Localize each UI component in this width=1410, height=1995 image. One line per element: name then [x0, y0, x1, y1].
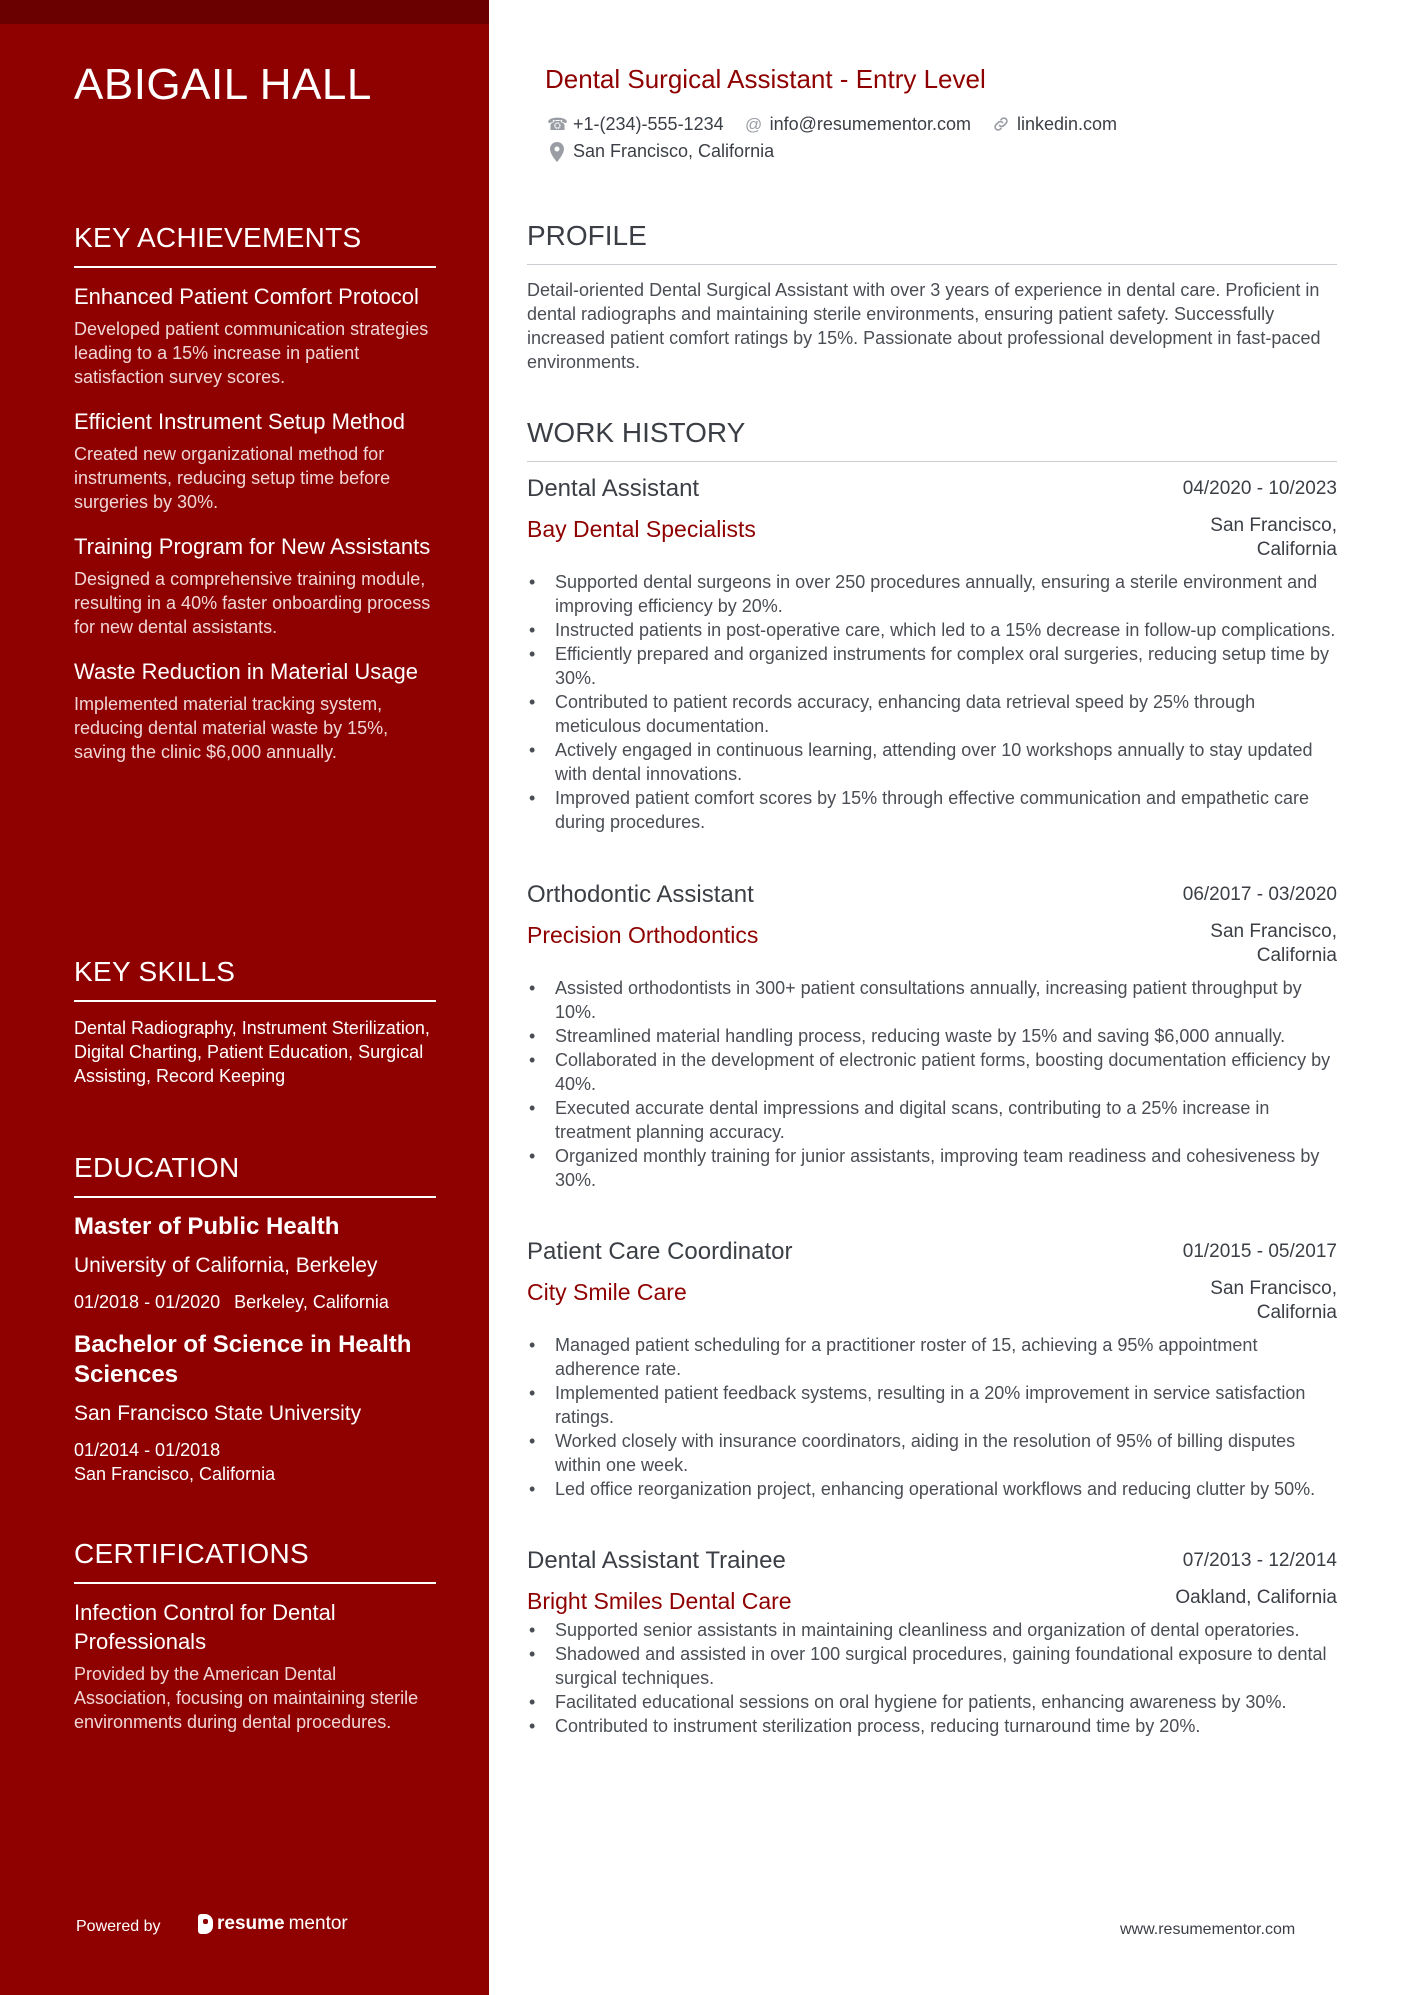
- certification-description: Provided by the American Dental Association, focusing on maintaining sterile environments during dental procedures.: [74, 1664, 419, 1732]
- education-degree: Bachelor of Science in Health Sciences: [74, 1331, 412, 1388]
- education-heading: EDUCATION: [74, 1152, 436, 1198]
- key-skills-section: [74, 956, 436, 1088]
- achievement-title: Enhanced Patient Comfort Protocol: [74, 284, 419, 309]
- job-location: San Francisco, California: [1210, 921, 1337, 966]
- education-school: University of California, Berkeley: [74, 1254, 378, 1277]
- work-history-heading: WORK HISTORY: [527, 417, 1337, 462]
- candidate-name: ABIGAIL HALL: [74, 60, 372, 109]
- job-bullet: • Organized monthly training for junior assistants, improving team readiness and cohesiveness by 30%.: [527, 1144, 1337, 1192]
- sidebar: [0, 0, 489, 1995]
- education-degree: Master of Public Health: [74, 1213, 340, 1240]
- job-dates: 06/2017 - 03/2020: [1182, 884, 1337, 905]
- job-role: Dental Assistant Trainee: [527, 1547, 786, 1574]
- skills-list: Dental Radiography, Instrument Sterilization, Digital Charting, Patient Education, Surgical Assisting, Record Keeping: [74, 1018, 430, 1086]
- job-bullet: • Shadowed and assisted in over 100 surgical procedures, gaining foundational exposure to dental surgical techniques.: [527, 1642, 1337, 1690]
- education-location: San Francisco, California: [74, 1464, 276, 1484]
- job-bullet: • Assisted orthodontists in 300+ patient consultations annually, increasing patient throughput by 10%.: [527, 976, 1337, 1024]
- job-role: Orthodontic Assistant: [527, 881, 754, 908]
- phone-icon: ☎: [547, 114, 569, 134]
- contact-phone[interactable]: [547, 114, 724, 135]
- achievement-description: Designed a comprehensive training module, resulting in a 40% faster onboarding process for new dental assistants.: [74, 569, 431, 637]
- link-icon: [991, 115, 1011, 135]
- profile-summary: Detail-oriented Dental Surgical Assistant with over 3 years of experience in dental care. Proficient in dental radiographs and maintaining sterile environments, ensuring patient safety. Successfully increased patient comfort ratings by 15%. Passionate about professional development in fast-paced environments.: [527, 280, 1321, 372]
- phone-text: +1-(234)-555-1234: [573, 114, 724, 134]
- job-bullet: • Improved patient comfort scores by 15% through effective communication and empathetic care during procedures.: [527, 786, 1337, 834]
- job-bullet: • Streamlined material handling process, reducing waste by 15% and saving $6,000 annually.: [527, 1024, 1337, 1048]
- contact-location: [547, 141, 774, 162]
- job-dates: 01/2015 - 05/2017: [1182, 1241, 1337, 1262]
- brand-name-bold: resume: [217, 1913, 285, 1934]
- education-meta: [74, 1290, 436, 1314]
- job-bullet-list: [527, 976, 1337, 1192]
- achievement-item: [74, 282, 436, 389]
- job-company: City Smile Care: [527, 1279, 687, 1305]
- achievement-item: [74, 407, 436, 514]
- achievement-description: Developed patient communication strategies leading to a 15% increase in patient satisfaction survey scores.: [74, 319, 429, 387]
- job-bullet: • Collaborated in the development of electronic patient forms, boosting documentation efficiency by 40%.: [527, 1048, 1337, 1096]
- job-bullet: • Worked closely with insurance coordinators, aiding in the resolution of 95% of billing disputes within one week.: [527, 1429, 1337, 1477]
- email-text: info@resumementor.com: [769, 114, 971, 134]
- education-location: Berkeley, California: [234, 1292, 389, 1312]
- resumementor-logo-icon: [198, 1914, 213, 1934]
- key-achievements-section: [74, 222, 436, 782]
- job-location: San Francisco, California: [1210, 515, 1337, 560]
- job-role: Dental Assistant: [527, 475, 700, 502]
- contact-linkedin[interactable]: [991, 114, 1117, 135]
- brand-name-light: mentor: [288, 1913, 348, 1934]
- job-bullet: • Facilitated educational sessions on oral hygiene for patients, enhancing awareness by 30%.: [527, 1690, 1337, 1714]
- education-dates: 01/2014 - 01/2018: [74, 1440, 221, 1460]
- contact-row-1: [547, 114, 1137, 135]
- education-dates: 01/2018 - 01/2020: [74, 1292, 221, 1312]
- job-entry: [527, 1237, 1337, 1501]
- achievement-title: Training Program for New Assistants: [74, 534, 431, 559]
- at-sign-icon: @: [744, 114, 763, 134]
- job-role: Patient Care Coordinator: [527, 1238, 793, 1265]
- job-bullet: • Contributed to patient records accuracy, enhancing data retrieval speed by 25% through meticulous documentation.: [527, 690, 1337, 738]
- job-bullet-list: [527, 570, 1337, 834]
- location-pin-icon: [547, 142, 567, 162]
- achievement-description: Created new organizational method for instruments, reducing setup time before surgeries by 30%.: [74, 444, 391, 512]
- job-dates: 07/2013 - 12/2014: [1182, 1550, 1337, 1571]
- job-bullet: • Efficiently prepared and organized instruments for complex oral surgeries, reducing setup time by 30%.: [527, 642, 1337, 690]
- job-bullet: • Supported dental surgeons in over 250 procedures annually, ensuring a sterile environment and improving efficiency by 20%.: [527, 570, 1337, 618]
- key-skills-heading: KEY SKILLS: [74, 956, 436, 1002]
- location-text: San Francisco, California: [573, 141, 775, 161]
- education-item: [74, 1212, 436, 1314]
- certifications-section: [74, 1538, 436, 1752]
- job-company: Bright Smiles Dental Care: [527, 1588, 792, 1614]
- linkedin-text: linkedin.com: [1016, 114, 1118, 134]
- contact-row-2: [547, 141, 794, 162]
- job-company: Precision Orthodontics: [527, 922, 759, 948]
- job-location: San Francisco, California: [1210, 1278, 1337, 1323]
- achievement-title: Efficient Instrument Setup Method: [74, 409, 405, 434]
- job-entry: [527, 1546, 1337, 1738]
- resumementor-logo[interactable]: [198, 1913, 348, 1935]
- job-bullet: • Instructed patients in post-operative care, which led to a 15% decrease in follow-up complications.: [527, 618, 1337, 642]
- contact-email[interactable]: [744, 114, 971, 135]
- key-achievements-heading: KEY ACHIEVEMENTS: [74, 222, 436, 268]
- education-item: [74, 1330, 436, 1486]
- target-job-title: Dental Surgical Assistant - Entry Level: [545, 64, 986, 94]
- job-location: Oakland, California: [1175, 1587, 1337, 1608]
- job-entry: [527, 474, 1337, 834]
- job-bullet-list: [527, 1618, 1337, 1738]
- job-bullet: • Contributed to instrument sterilization process, reducing turnaround time by 20%.: [527, 1714, 1337, 1738]
- certification-title: Infection Control for Dental Professionals: [74, 1600, 336, 1654]
- job-bullet: • Supported senior assistants in maintaining cleanliness and organization of dental operatories.: [527, 1618, 1337, 1642]
- achievement-item: [74, 657, 436, 764]
- job-bullet: • Executed accurate dental impressions and digital scans, contributing to a 25% increase in treatment planning accuracy.: [527, 1096, 1337, 1144]
- job-bullet-list: [527, 1333, 1337, 1501]
- certifications-heading: CERTIFICATIONS: [74, 1538, 436, 1584]
- achievement-title: Waste Reduction in Material Usage: [74, 659, 419, 684]
- education-meta: [74, 1438, 436, 1486]
- sidebar-top-band: [0, 0, 489, 24]
- education-school: San Francisco State University: [74, 1402, 362, 1425]
- education-section: [74, 1152, 436, 1502]
- job-bullet: • Actively engaged in continuous learning, attending over 10 workshops annually to stay updated with dental innovations.: [527, 738, 1337, 786]
- job-bullet: • Managed patient scheduling for a practitioner roster of 15, achieving a 95% appointment adherence rate.: [527, 1333, 1337, 1381]
- job-company: Bay Dental Specialists: [527, 516, 756, 542]
- achievement-item: [74, 532, 436, 639]
- job-dates: 04/2020 - 10/2023: [1182, 478, 1337, 499]
- job-bullet: • Implemented patient feedback systems, resulting in a 20% improvement in service satisfaction ratings.: [527, 1381, 1337, 1429]
- job-entry: [527, 880, 1337, 1192]
- footer-website[interactable]: www.resumementor.com: [1120, 1921, 1296, 1938]
- profile-heading: PROFILE: [527, 220, 1337, 265]
- powered-by-label: Powered by: [76, 1918, 161, 1935]
- job-bullet: • Led office reorganization project, enhancing operational workflows and reducing clutter by 50%.: [527, 1477, 1337, 1501]
- certification-item: [74, 1598, 436, 1734]
- achievement-description: Implemented material tracking system, reducing dental material waste by 15%, saving the clinic $6,000 annually.: [74, 694, 389, 762]
